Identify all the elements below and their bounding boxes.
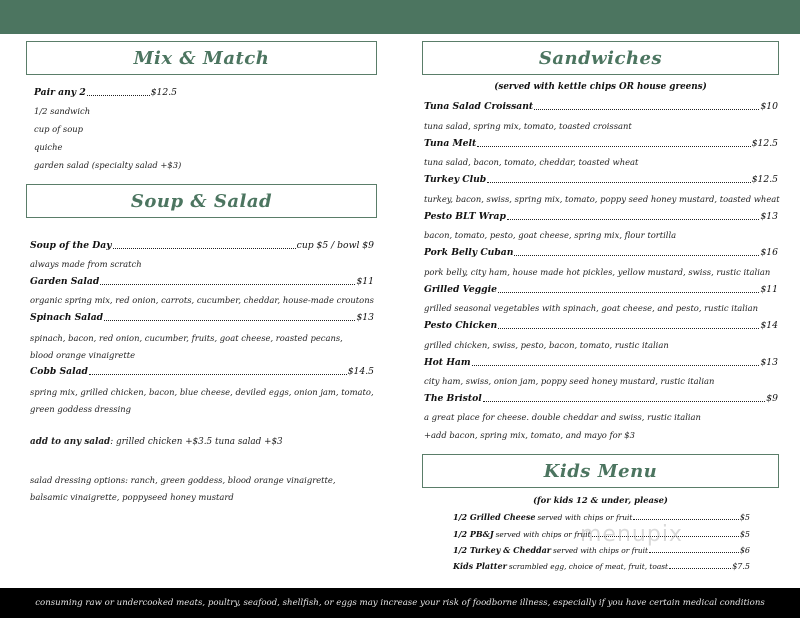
menu-item: [424, 357, 778, 369]
mix-match-title: Mix & Match: [133, 47, 270, 69]
item-description: grilled chicken, swiss, pesto, bacon, tomato, rustic italian: [424, 340, 669, 350]
sandwiches-title: Sandwiches: [538, 47, 663, 69]
item-price: $14.5: [347, 366, 374, 377]
item-description: city ham, swiss, onion jam, poppy seed honey mustard, rustic italian: [424, 376, 715, 386]
leader-dots: [534, 109, 759, 110]
menu-item: [424, 174, 778, 186]
item-price: $11: [760, 284, 778, 295]
item-name: Spinach Salad: [30, 312, 104, 323]
item-price: $7.5: [732, 562, 750, 571]
item-name: Pesto Chicken: [424, 320, 498, 331]
item-description: organic spring mix, red onion, carrots, cucumber, cheddar, house-made croutons: [30, 295, 374, 305]
item-price: $12.5: [150, 87, 177, 98]
leader-dots: [477, 146, 750, 147]
item-description: spinach, bacon, red onion, cucumber, fruits, goat cheese, roasted pecans, blood orange vinaigrette: [30, 333, 343, 360]
menu-item: [30, 276, 374, 288]
item-name: Tuna Melt: [424, 138, 477, 149]
item-price: $13: [356, 312, 374, 323]
menupix-watermark: menupix: [580, 522, 683, 547]
leader-dots: [89, 374, 347, 375]
item-name: 1/2 Turkey & Cheddar: [453, 545, 552, 555]
item-name: Pork Belly Cuban: [424, 247, 514, 258]
item-description: pork belly, city ham, house made hot pickles, yellow mustard, swiss, rustic italian: [424, 267, 771, 277]
dressing-options: salad dressing options: ranch, green goddess, blood orange vinaigrette, balsamic vinaigrette, poppyseed honey mustard: [30, 475, 336, 502]
item-price: $11: [356, 276, 374, 287]
item-price: $13: [760, 357, 778, 368]
item-price: $9: [766, 393, 778, 404]
kids-menu-title: Kids Menu: [543, 460, 658, 482]
menu-item: [424, 138, 778, 150]
item-name: Grilled Veggie: [424, 284, 497, 295]
leader-dots: [487, 182, 751, 183]
menu-item: [424, 211, 778, 223]
leader-dots: [514, 255, 759, 256]
item-name: The Bristol: [424, 393, 482, 404]
item-note: scrambled egg, choice of meat, fruit, toast: [508, 562, 668, 571]
menu-item: [30, 240, 374, 252]
menu-item: [424, 284, 778, 296]
item-name: Cobb Salad: [30, 366, 88, 377]
item-price: $10: [760, 101, 778, 112]
addon-label: add to any salad: [30, 437, 111, 447]
soup-salad-title: Soup & Salad: [130, 190, 273, 212]
bristol-extra: +add bacon, spring mix, tomato, and mayo for $3: [424, 430, 635, 440]
item-name: Soup of the Day: [30, 240, 112, 251]
menu-item: [424, 320, 778, 332]
item-price: $12.5: [751, 174, 778, 185]
menu-item: [30, 312, 374, 324]
kids-menu-header: [422, 454, 779, 488]
item-price: $16: [760, 247, 778, 258]
leader-dots: [104, 320, 355, 321]
item-price: $13: [760, 211, 778, 222]
sandwiches-subtitle: (served with kettle chips OR house greens): [494, 82, 707, 92]
menu-item: [30, 366, 374, 378]
mix-option: 1/2 sandwich: [34, 106, 91, 116]
mix-option: cup of soup: [34, 124, 84, 134]
item-price: $12.5: [751, 138, 778, 149]
leader-dots: [87, 95, 150, 96]
addon-text: : grilled chicken +$3.5 tuna salad +$3: [110, 437, 283, 447]
item-description: bacon, tomato, pesto, goat cheese, spring mix, flour tortilla: [424, 230, 677, 240]
menu-item: [424, 247, 778, 259]
leader-dots: [113, 248, 296, 249]
leader-dots: [100, 284, 355, 285]
kids-subtitle: (for kids 12 & under, please): [533, 495, 668, 505]
item-description: turkey, bacon, swiss, spring mix, tomato, poppy seed honey mustard, toasted wheat: [424, 194, 780, 204]
mix-match-header: [26, 41, 377, 75]
item-name: Tuna Salad Croissant: [424, 101, 534, 112]
item-description: a great place for cheese. double cheddar and swiss, rustic italian: [424, 412, 701, 422]
item-name: Garden Salad: [30, 276, 100, 287]
top-banner: [0, 0, 800, 34]
item-price: $14: [760, 320, 778, 331]
soup-salad-header: [26, 184, 377, 218]
item-name: 1/2 PB&J: [453, 529, 494, 539]
menu-item: [424, 101, 778, 113]
item-note: served with chips or fruit: [553, 546, 648, 555]
item-price: $5: [739, 513, 750, 522]
leader-dots: [669, 568, 731, 569]
item-name: Pair any 2: [34, 87, 86, 98]
item-price: $5: [739, 530, 750, 539]
salad-addon: [30, 436, 283, 448]
sandwiches-header: [422, 41, 779, 75]
item-description: grilled seasonal vegetables with spinach, goat cheese, and pesto, rustic italian: [424, 303, 759, 313]
item-name: Kids Platter: [453, 561, 507, 571]
leader-dots: [498, 328, 759, 329]
item-description: tuna salad, bacon, tomato, cheddar, toasted wheat: [424, 157, 639, 167]
leader-dots: [633, 519, 738, 520]
item-name: Pesto BLT Wrap: [424, 211, 506, 222]
item-price: cup $5 / bowl $9: [296, 240, 374, 251]
item-note: served with chips or fruit: [495, 530, 591, 539]
item-description: spring mix, grilled chicken, bacon, blue cheese, deviled eggs, onion jam, tomato, green goddess dressing: [30, 387, 374, 414]
leader-dots: [472, 365, 760, 366]
item-name: Turkey Club: [424, 174, 487, 185]
item-name: Hot Ham: [424, 357, 471, 368]
leader-dots: [649, 552, 739, 553]
mix-option: quiche: [34, 142, 63, 152]
item-description: tuna salad, spring mix, tomato, toasted croissant: [424, 121, 632, 131]
item-note: served with chips or fruit: [537, 513, 633, 522]
leader-dots: [507, 219, 760, 220]
mix-option: garden salad (specialty salad +$3): [34, 160, 182, 170]
menu-item: [424, 393, 778, 405]
item-description: always made from scratch: [30, 259, 142, 269]
footer-disclaimer: consuming raw or undercooked meats, poultry, seafood, shellfish, or eggs may increase your risk of foodborne illness, especially if you have certain medical conditions: [0, 588, 800, 618]
item-price: $6: [739, 546, 750, 555]
kids-item: [453, 561, 750, 572]
mix-pair-item: [34, 87, 177, 99]
leader-dots: [483, 401, 766, 402]
item-name: 1/2 Grilled Cheese: [453, 512, 536, 522]
leader-dots: [498, 292, 760, 293]
